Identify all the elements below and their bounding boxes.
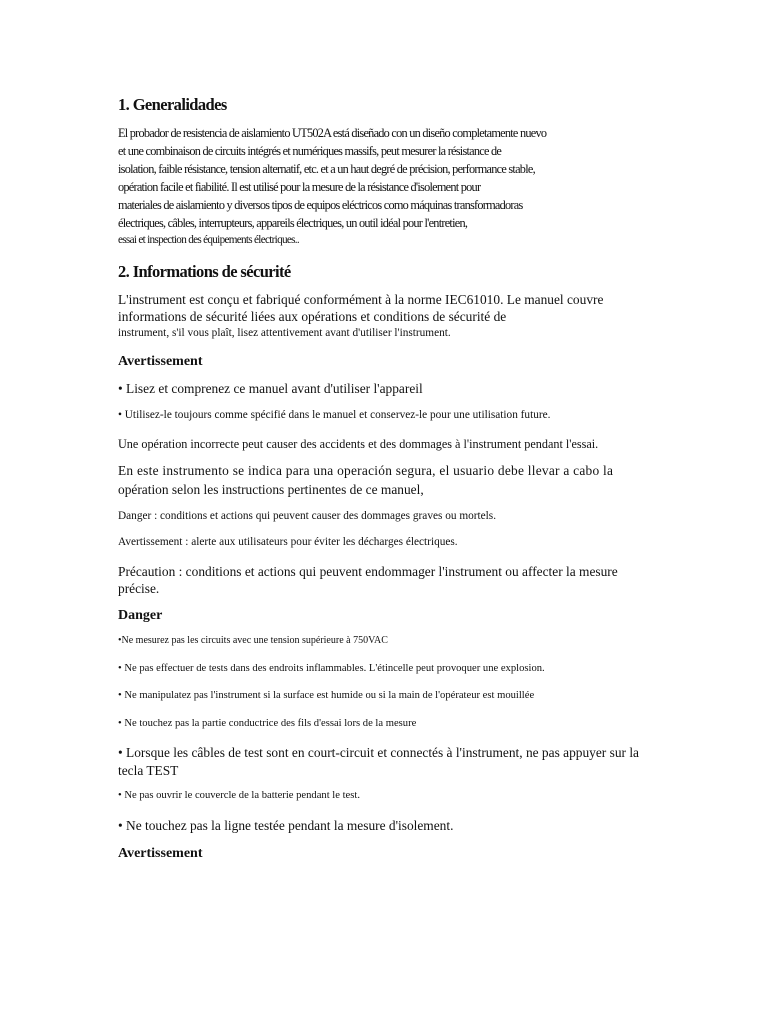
- warning-heading-2: Avertissement: [118, 846, 203, 861]
- warning-bullet-1: • Lisez et comprenez ce manuel avant d'utiliser l'appareil: [118, 381, 423, 396]
- precaution-line-1: Précaution : conditions et actions qui peuvent endommager l'instrument ou affecter la mesure: [118, 564, 618, 579]
- sec2-intro-line-3: instrument, s'il vous plaît, lisez attentivement avant d'utiliser l'instrument.: [118, 327, 451, 339]
- danger-item-1: •Ne mesurez pas les circuits avec une tension supérieure à 750VAC: [118, 635, 388, 646]
- danger-heading: Danger: [118, 608, 163, 623]
- danger-item-6: • Ne pas ouvrir le couvercle de la batterie pendant le test.: [118, 790, 360, 801]
- section-2-title: 2. Informations de sécurité: [118, 262, 291, 281]
- danger-item-5-line-1: • Lorsque les câbles de test sont en court-circuit et connectés à l'instrument, ne pas appuyer sur la: [118, 745, 639, 760]
- danger-item-5-line-2: tecla TEST: [118, 763, 179, 778]
- danger-item-4: • Ne touchez pas la partie conductrice des fils d'essai lors de la mesure: [118, 718, 417, 729]
- sec1-line-2: et une combinaison de circuits intégrés et numériques massifs, peut mesurer la résistance de: [118, 144, 502, 158]
- precaution-line-2: précise.: [118, 581, 160, 596]
- danger-item-2: • Ne pas effectuer de tests dans des endroits inflammables. L'étincelle peut provoquer une explosion.: [118, 663, 545, 674]
- sec1-line-4: opération facile et fiabilité. Il est utilisé pour la mesure de la résistance d'isolement pour: [118, 180, 481, 194]
- incorrect-operation-note: Une opération incorrecte peut causer des accidents et des dommages à l'instrument pendant l'essai.: [118, 437, 599, 451]
- danger-item-7: • Ne touchez pas la ligne testée pendant la mesure d'isolement.: [118, 818, 454, 833]
- sec1-line-1: El probador de resistencia de aislamiento UT502A está diseñado con un diseño completamente nuevo: [118, 126, 547, 140]
- sec2-intro-line-1: L'instrument est conçu et fabriqué conformément à la norme IEC61010. Le manuel couvre: [118, 292, 604, 307]
- section-1-title: 1. Generalidades: [118, 95, 227, 114]
- warning-bullet-2: • Utilisez-le toujours comme spécifié dans le manuel et conservez-le pour une utilisation future.: [118, 409, 551, 421]
- danger-definition: Danger : conditions et actions qui peuvent causer des dommages graves ou mortels.: [118, 510, 497, 522]
- safe-operation-line-1: En este instrumento se indica para una operación segura, el usuario debe llevar a cabo la: [118, 463, 614, 478]
- sec1-line-7: essai et inspection des équipements électriques..: [118, 234, 299, 246]
- sec1-line-6: électriques, câbles, interrupteurs, appareils électriques, un outil idéal pour l'entretien,: [118, 216, 468, 230]
- warning-heading: Avertissement: [118, 354, 203, 369]
- sec2-intro-line-2: informations de sécurité liées aux opérations et conditions de sécurité de: [118, 309, 507, 324]
- sec1-line-3: isolation, faible résistance, tension alternatif, etc. et a un haut degré de précision, performance stable,: [118, 162, 535, 176]
- warning-definition: Avertissement : alerte aux utilisateurs pour éviter les décharges électriques.: [118, 536, 458, 548]
- danger-item-3: • Ne manipulatez pas l'instrument si la surface est humide ou si la main de l'opérateur est mouillée: [118, 690, 535, 701]
- sec1-line-5: materiales de aislamiento y diversos tipos de equipos eléctricos como máquinas transformadoras: [118, 198, 523, 212]
- safe-operation-line-2: opération selon les instructions pertinentes de ce manuel,: [118, 482, 424, 497]
